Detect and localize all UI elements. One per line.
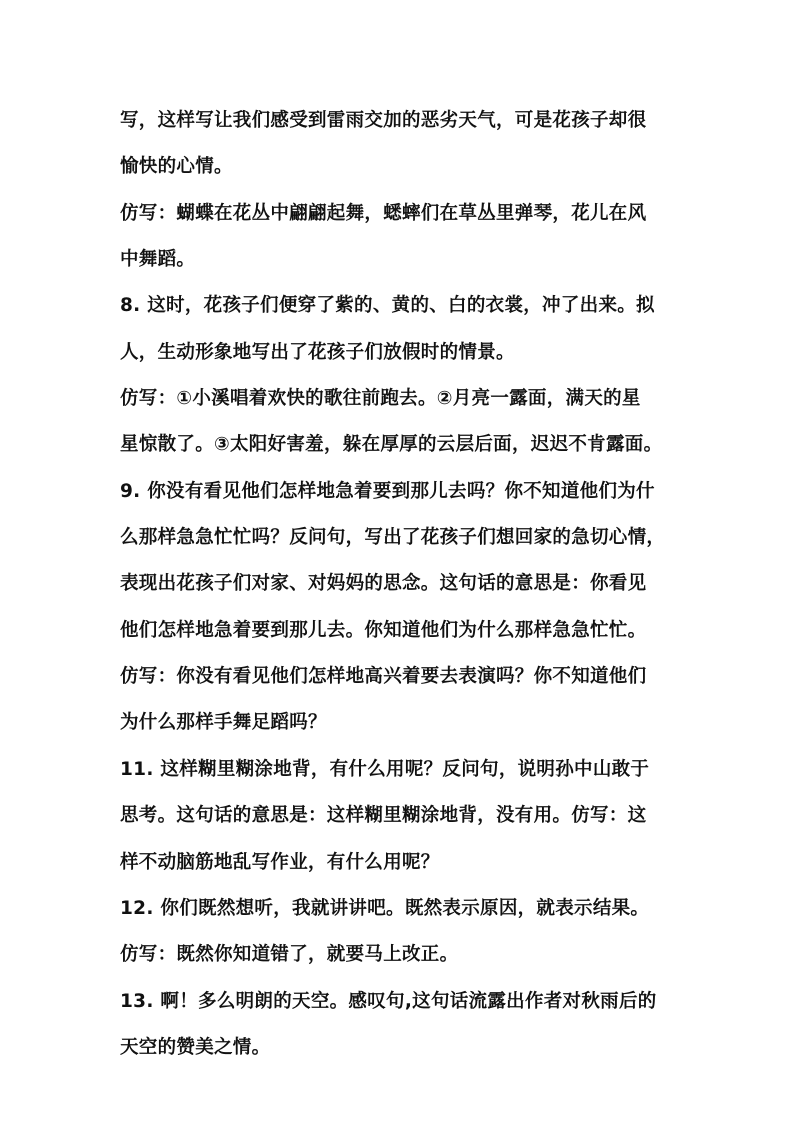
text-line: 仿写：①小溪唱着欢快的歌往前跑去。②月亮一露面，满天的星 [120,388,641,410]
text-line: 天空的赞美之情。 [120,1036,271,1058]
text-line: 表现出花孩子们对家、对妈妈的思念。这句话的意思是：你看见 [120,573,647,595]
text-line: 仿写：蝴蝶在花丛中翩翩起舞，蟋蟀们在草丛里弹琴，花儿在风 [120,202,647,224]
text-line: 星惊散了。③太阳好害羞，躲在厚厚的云层后面，迟迟不肯露面。 [120,434,663,456]
text-line: 人，生动形象地写出了花孩子们放假时的情景。 [120,341,515,363]
text-line: 11. 这样糊里糊涂地背，有什么用呢？反问句，说明孙中山敢于 [120,758,650,780]
text-line: 8. 这时，花孩子们便穿了紫的、黄的、白的衣裳，冲了出来。拟 [120,295,655,317]
text-line: 样不动脑筋地乱写作业，有什么用呢？ [120,851,440,873]
text-line: 思考。这句话的意思是：这样糊里糊涂地背，没有用。仿写：这 [120,805,647,827]
text-line: 13. 啊！多么明朗的天空。感叹句,这句话流露出作者对秋雨后的 [120,990,657,1012]
text-line: 写，这样写让我们感受到雷雨交加的恶劣天气，可是花孩子却很 [120,110,647,131]
text-line: 仿写：既然你知道错了，就要马上改正。 [120,944,459,966]
text-line: 他们怎样地急着要到那儿去。你知道他们为什么那样急急忙忙。 [120,619,647,641]
text-line: 愉快的心情。 [120,156,233,178]
text-line: 为什么那样手舞足蹈吗？ [120,712,327,734]
text-line: 仿写：你没有看见他们怎样地高兴着要去表演吗？你不知道他们 [120,666,647,688]
body-text [120,98,700,1071]
text-line: 12. 你们既然想听，我就讲讲吧。既然表示原因，就表示结果。 [120,897,650,919]
text-line: 么那样急急忙忙吗？反问句，写出了花孩子们想回家的急切心情， [120,527,666,549]
text-line: 9. 你没有看见他们怎样地急着要到那儿去吗？你不知道他们为什 [120,480,655,502]
text-line: 中舞蹈。 [120,249,196,271]
